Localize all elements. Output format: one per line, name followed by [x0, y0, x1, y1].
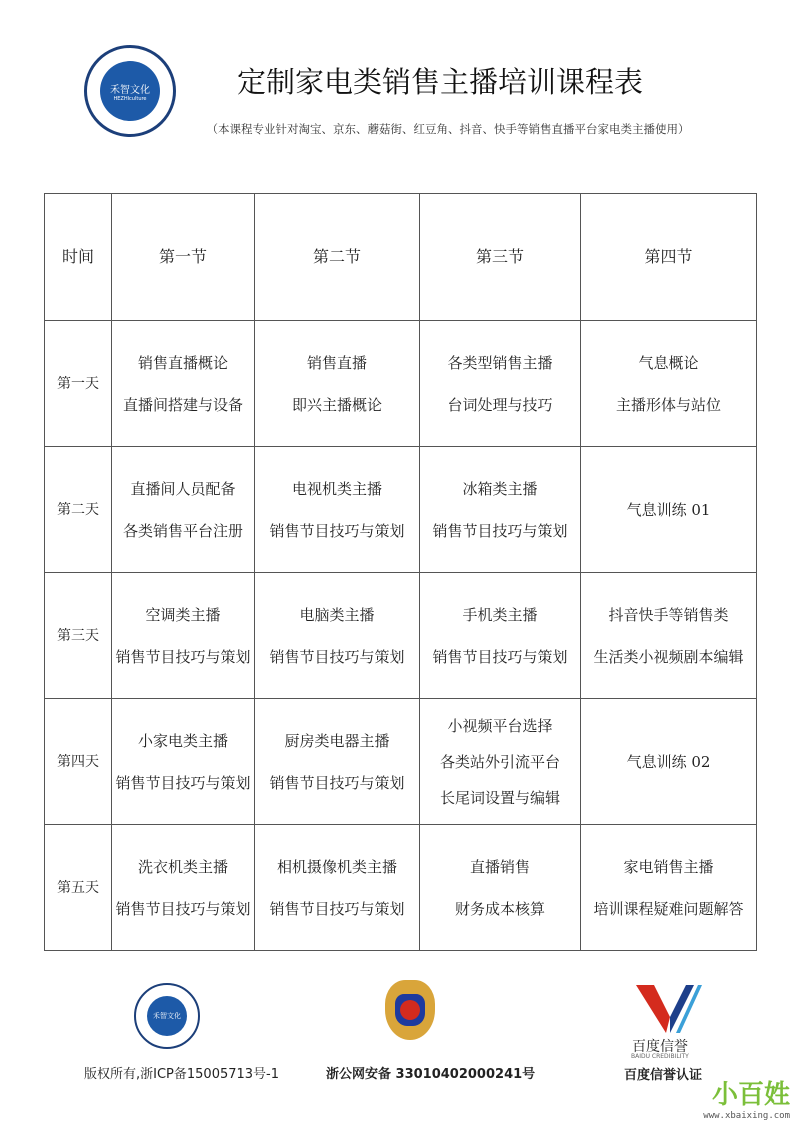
- course-item: 洗衣机类主播: [137, 857, 228, 876]
- course-cell: [255, 573, 420, 699]
- day-cell: 第三天: [45, 573, 112, 699]
- course-item: 家电销售主播: [623, 857, 714, 876]
- course-item: 抖音快手等销售类: [608, 605, 729, 624]
- course-item: 销售节目技巧与策划: [432, 521, 568, 540]
- course-item: 主播形体与站位: [615, 395, 721, 414]
- table-row: [45, 825, 757, 951]
- page-title: 定制家电类销售主播培训课程表: [236, 65, 643, 99]
- course-item: 台词处理与技巧: [447, 395, 553, 414]
- course-item: 直播间人员配备: [130, 479, 236, 498]
- logo-text: 禾智文化: [110, 84, 150, 96]
- course-cell: [581, 447, 757, 573]
- course-item: 销售节目技巧与策划: [115, 647, 251, 666]
- table-row: [45, 573, 757, 699]
- course-item: 相机摄像机类主播: [276, 857, 397, 876]
- course-item: 即兴主播概论: [291, 395, 382, 414]
- footer-company-logo: [134, 983, 200, 1049]
- course-item: 培训课程疑难问题解答: [593, 899, 744, 918]
- course-cell: [420, 699, 581, 825]
- course-item: 销售节目技巧与策划: [269, 521, 405, 540]
- course-cell: [112, 321, 255, 447]
- course-item: 销售节目技巧与策划: [432, 647, 568, 666]
- course-item: 手机类主播: [462, 605, 538, 624]
- course-item: 销售节目技巧与策划: [115, 773, 251, 792]
- course-table: [44, 193, 757, 951]
- course-cell: [420, 321, 581, 447]
- column-header: 第一节: [112, 194, 255, 321]
- table-header-row: [45, 194, 757, 321]
- icp-text: 版权所有,浙ICP备15005713号-1: [84, 1067, 280, 1082]
- course-item: 各类站外引流平台: [439, 752, 560, 771]
- course-item: 直播销售: [469, 857, 530, 876]
- page-subtitle: （本课程专业针对淘宝、京东、蘑菇街、红豆角、抖音、快手等销售直播平台家电类主播使用）: [206, 122, 690, 136]
- course-item: 销售节目技巧与策划: [269, 773, 405, 792]
- course-cell: [420, 573, 581, 699]
- course-cell: [112, 447, 255, 573]
- course-item: 直播间搭建与设备: [122, 395, 243, 414]
- course-item: 厨房类电器主播: [284, 731, 390, 750]
- table-row: [45, 321, 757, 447]
- day-cell: 第一天: [45, 321, 112, 447]
- footer-logo-text: 禾智文化: [153, 1012, 181, 1020]
- course-cell: [112, 699, 255, 825]
- day-cell: 第五天: [45, 825, 112, 951]
- course-cell: [255, 825, 420, 951]
- day-cell: 第二天: [45, 447, 112, 573]
- logo-sub: HEZHIculture: [113, 95, 147, 102]
- watermark-url: www.xbaixing.com: [703, 1111, 790, 1121]
- column-header: 时间: [45, 194, 112, 321]
- course-item: 销售节目技巧与策划: [115, 899, 251, 918]
- course-item: 小家电类主播: [137, 731, 228, 750]
- course-cell: [255, 699, 420, 825]
- baidu-credibility-text: 百度信誉认证: [624, 1068, 703, 1083]
- table-row: [45, 699, 757, 825]
- course-cell: [255, 321, 420, 447]
- course-cell: [581, 321, 757, 447]
- course-item: 空调类主播: [145, 605, 221, 624]
- course-item: 冰箱类主播: [462, 479, 538, 498]
- course-item: 电脑类主播: [299, 605, 375, 624]
- watermark-logo: 小百姓: [711, 1080, 790, 1110]
- course-item: 销售直播概论: [137, 353, 228, 372]
- course-cell: [581, 699, 757, 825]
- course-item: 电视机类主播: [291, 479, 382, 498]
- police-record-text: 浙公网安备 33010402000241号: [326, 1067, 536, 1082]
- course-cell: [581, 573, 757, 699]
- course-item: 各类销售平台注册: [122, 521, 243, 540]
- column-header: 第四节: [581, 194, 757, 321]
- course-cell: [112, 825, 255, 951]
- police-emblem-icon: [385, 980, 435, 1040]
- course-cell: [420, 447, 581, 573]
- course-item: 生活类小视频剧本编辑: [593, 647, 744, 666]
- course-item: 销售节目技巧与策划: [269, 647, 405, 666]
- course-cell: [255, 447, 420, 573]
- course-item: 各类型销售主播: [447, 353, 553, 372]
- course-cell: [420, 825, 581, 951]
- course-item: 销售直播: [306, 353, 367, 372]
- watermark: [703, 1074, 790, 1121]
- day-cell: 第四天: [45, 699, 112, 825]
- course-item: 销售节目技巧与策划: [269, 899, 405, 918]
- baidu-logo-text: 百度信誉: [632, 1039, 688, 1055]
- course-item: 长尾词设置与编辑: [439, 788, 560, 807]
- course-item: 财务成本核算: [454, 899, 545, 918]
- baidu-logo-sub: BAIDU CREDIBILITY: [631, 1053, 689, 1060]
- course-cell: [581, 825, 757, 951]
- course-item: 气息概论: [638, 353, 699, 372]
- course-item: 小视频平台选择: [447, 716, 553, 735]
- course-cell: [112, 573, 255, 699]
- baidu-credibility-logo-icon: [636, 985, 702, 1035]
- column-header: 第二节: [255, 194, 420, 321]
- course-item: 气息训练 02: [626, 752, 711, 771]
- table-row: [45, 447, 757, 573]
- course-item: 气息训练 01: [626, 500, 711, 519]
- column-header: 第三节: [420, 194, 581, 321]
